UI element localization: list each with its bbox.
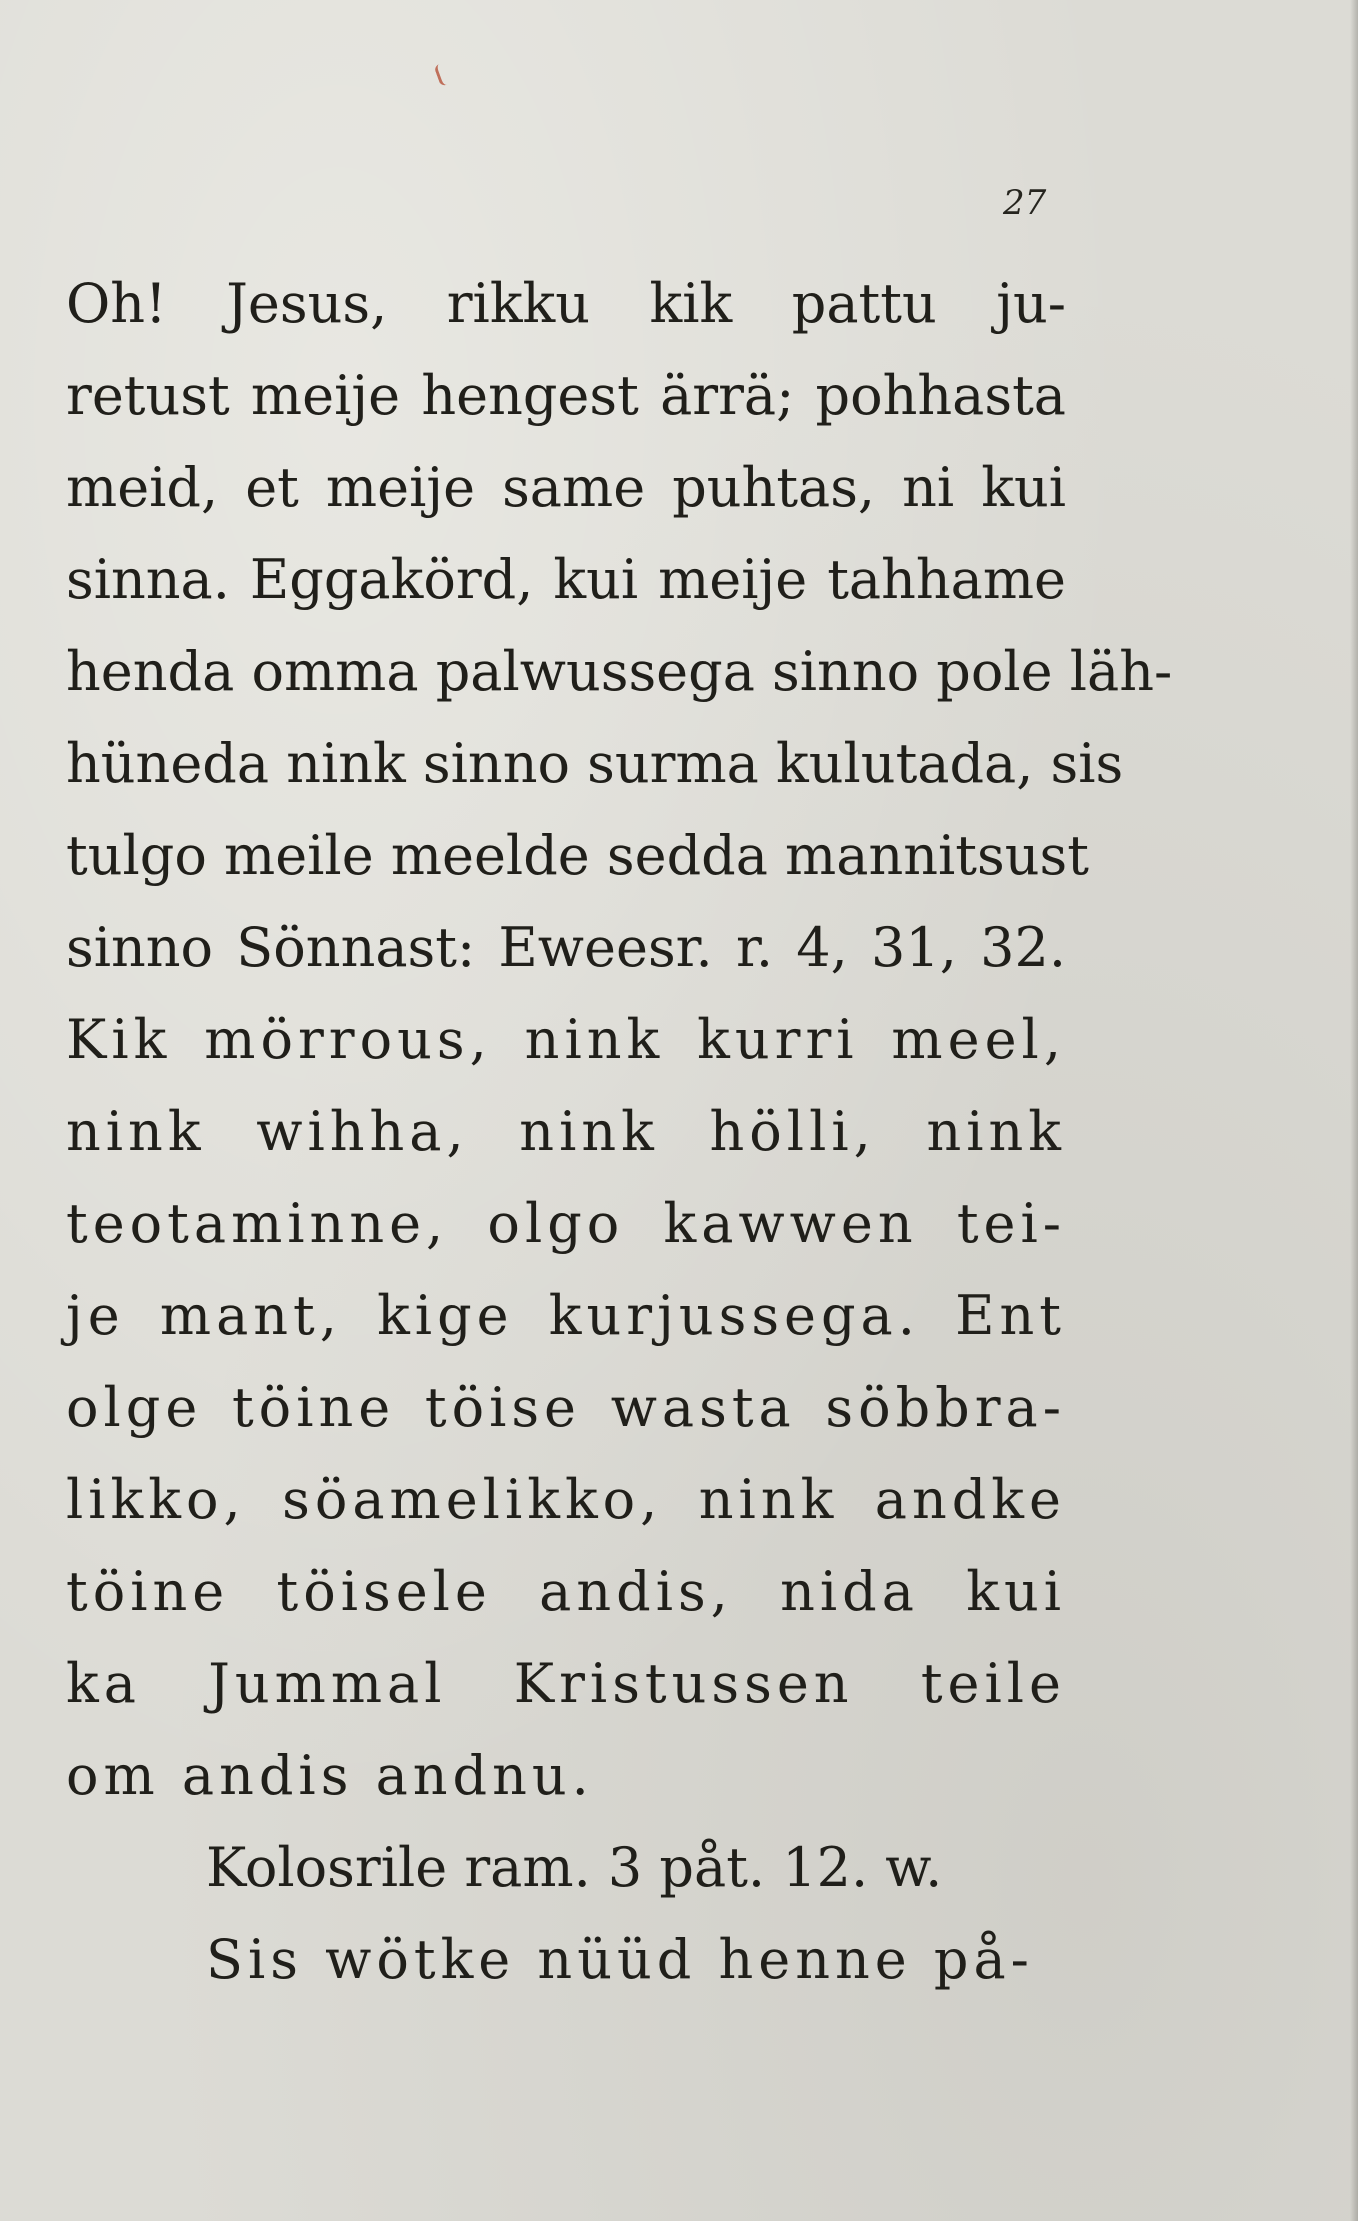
text-line-11: teotaminne, olgo kawwen tei- bbox=[66, 1192, 1066, 1255]
text-line-1: Oh! Jesus, rikku kik pattu ju- bbox=[66, 272, 1066, 335]
text-line-3: meid, et meije same puhtas, ni kui bbox=[66, 456, 1066, 519]
text-line-6: hüneda nink sinno surma kulutada, sis bbox=[66, 732, 1124, 795]
text-line-17: om andis andnu. bbox=[66, 1744, 594, 1807]
text-line-12: je mant, kige kurjussega. Ent bbox=[66, 1284, 1066, 1347]
text-line-2: retust meije hengest ärrä; pohhasta bbox=[66, 364, 1066, 427]
body-text bbox=[66, 258, 1173, 2006]
text-line-10: nink wihha, nink hölli, nink bbox=[66, 1100, 1066, 1163]
text-line-7: tulgo meile meelde sedda mannitsust bbox=[66, 824, 1089, 887]
text-line-8: sinno Sönnast: Eweesr. r. 4, 31, 32. bbox=[66, 916, 1066, 979]
text-line-13: olge töine töise wasta söbbra- bbox=[66, 1376, 1066, 1439]
ink-mark bbox=[434, 63, 450, 87]
text-line-19: Sis wötke nüüd henne på- bbox=[206, 1928, 1034, 1991]
page-edge-shadow bbox=[1350, 0, 1358, 2221]
page-number: 27 bbox=[1003, 183, 1047, 223]
text-line-5: henda omma palwussega sinno pole läh- bbox=[66, 640, 1173, 703]
text-line-14: likko, söamelikko, nink andke bbox=[66, 1468, 1066, 1531]
text-line-16: ka Jummal Kristussen teile bbox=[66, 1652, 1066, 1715]
scripture-reference: Kolosrile ram. 3 påt. 12. w. bbox=[206, 1836, 943, 1899]
text-line-9: Kik mörrous, nink kurri meel, bbox=[66, 1008, 1066, 1071]
text-line-4: sinna. Eggakörd, kui meije tahhame bbox=[66, 548, 1066, 611]
text-line-15: töine töisele andis, nida kui bbox=[66, 1560, 1066, 1623]
